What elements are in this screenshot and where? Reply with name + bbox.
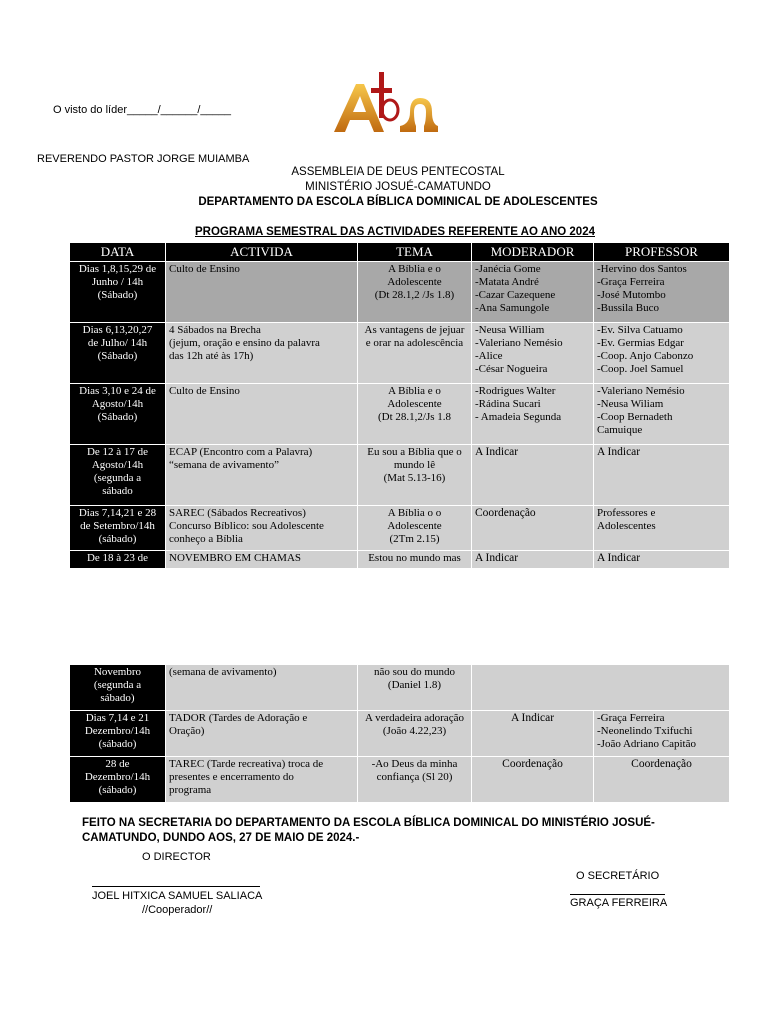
- theme-cell: A Bíblia e o Adolescente (Dt 28.1,2/Js 1.8: [358, 384, 472, 445]
- date-cell: De 18 à 23 de: [70, 551, 166, 569]
- moderator-cell: -Neusa William -Valeriano Nemésio -Alice -César Nogueira: [472, 323, 594, 384]
- pastor-name: REVERENDO PASTOR JORGE MUIAMBA: [37, 153, 250, 165]
- department-name: DEPARTAMENTO DA ESCOLA BÍBLICA DOMINICAL DE ADOLESCENTES: [198, 196, 598, 208]
- director-role: //Cooperador//: [142, 904, 213, 916]
- table-row: [70, 262, 730, 323]
- date-cell: Dias 7,14,21 e 28 de Setembro/14h (sábado): [70, 506, 166, 551]
- activity-cell: NOVEMBRO EM CHAMAS: [166, 551, 358, 569]
- director-signature-line: [92, 886, 260, 887]
- moderator-cell: Coordenação: [472, 506, 594, 551]
- activity-cell: Culto de Ensino: [166, 262, 358, 323]
- moderator-cell: A Indicar: [472, 711, 594, 757]
- table-row: [70, 323, 730, 384]
- table-row: [70, 551, 730, 569]
- activity-cell: TAREC (Tarde recreativa) troca de presentes e encerramento do programa: [166, 757, 358, 803]
- theme-cell: Estou no mundo mas: [358, 551, 472, 569]
- moderator-cell: Coordenação: [472, 757, 594, 803]
- issuance-statement: FEITO NA SECRETARIA DO DEPARTAMENTO DA ESCOLA BÍBLICA DOMINICAL DO MINISTÉRIO JOSUÉ-CAMATUNDO, DUNDO AOS, 27 DE MAIO DE 2024.-: [82, 817, 655, 844]
- program-title: PROGRAMA SEMESTRAL DAS ACTIVIDADES REFERENTE AO ANO 2024: [195, 226, 595, 238]
- alpha-omega-logo-icon: [328, 70, 440, 138]
- table-row: [70, 711, 730, 757]
- date-cell: Dias 3,10 e 24 de Agosto/14h (Sábado): [70, 384, 166, 445]
- table-header-row: [70, 243, 730, 262]
- secretary-name: GRAÇA FERREIRA: [570, 897, 668, 909]
- teacher-cell: A Indicar: [594, 445, 730, 506]
- secretary-label: O SECRETÁRIO: [576, 870, 660, 882]
- theme-cell: Eu sou a Bíblia que o mundo lê (Mat 5.13-16): [358, 445, 472, 506]
- teacher-cell: -Ev. Silva Catuamo -Ev. Germias Edgar -Coop. Anjo Cabonzo -Coop. Joel Samuel: [594, 323, 730, 384]
- theme-cell: A Bíblia e o Adolescente (Dt 28.1,2 /Js 1.8): [358, 262, 472, 323]
- theme-cell: As vantagens de jejuar e orar na adolescência: [358, 323, 472, 384]
- table-row: [70, 665, 730, 711]
- teacher-cell: Coordenação: [594, 757, 730, 803]
- date-cell: Novembro (segunda a sábado): [70, 665, 166, 711]
- activities-table-continued: [69, 664, 730, 803]
- secretary-signature-line: [570, 894, 665, 895]
- organization-name: ASSEMBLEIA DE DEUS PENTECOSTAL: [291, 166, 505, 178]
- date-cell: De 12 à 17 de Agosto/14h (segunda a sábado: [70, 445, 166, 506]
- church-logo: [328, 70, 440, 138]
- moderator-teacher-cell: [472, 665, 730, 711]
- table-row: [70, 384, 730, 445]
- column-header-actividade: ACTIVIDA: [166, 243, 358, 262]
- moderator-cell: A Indicar: [472, 445, 594, 506]
- column-header-data: DATA: [70, 243, 166, 262]
- ministry-name: MINISTÉRIO JOSUÉ-CAMATUNDO: [305, 181, 491, 193]
- teacher-cell: Professores e Adolescentes: [594, 506, 730, 551]
- moderator-cell: -Rodrigues Walter -Rádina Sucari - Amadeia Segunda: [472, 384, 594, 445]
- column-header-tema: TEMA: [358, 243, 472, 262]
- column-header-moderador: MODERADOR: [472, 243, 594, 262]
- table-row: [70, 445, 730, 506]
- teacher-cell: -Hervino dos Santos -Graça Ferreira -José Mutombo -Bussila Buco: [594, 262, 730, 323]
- table-row: [70, 506, 730, 551]
- theme-cell: A verdadeira adoração (João 4.22,23): [358, 711, 472, 757]
- date-cell: Dias 6,13,20,27 de Julho/ 14h (Sábado): [70, 323, 166, 384]
- date-cell: Dias 7,14 e 21 Dezembro/14h (sábado): [70, 711, 166, 757]
- activity-cell: ECAP (Encontro com a Palavra) “semana de avivamento”: [166, 445, 358, 506]
- table-row: [70, 757, 730, 803]
- activities-table: [69, 242, 730, 569]
- theme-cell: -Ao Deus da minha confiança (Sl 20): [358, 757, 472, 803]
- teacher-cell: A Indicar: [594, 551, 730, 569]
- column-header-professor: PROFESSOR: [594, 243, 730, 262]
- date-cell: 28 de Dezembro/14h (sábado): [70, 757, 166, 803]
- activity-cell: 4 Sábados na Brecha (jejum, oração e ensino da palavra das 12h até às 17h): [166, 323, 358, 384]
- director-name: JOEL HITXICA SAMUEL SALIACA: [92, 890, 263, 902]
- teacher-cell: -Graça Ferreira -Neonelindo Txifuchi -João Adriano Capitão: [594, 711, 730, 757]
- activity-cell: Culto de Ensino: [166, 384, 358, 445]
- director-label: O DIRECTOR: [142, 851, 211, 863]
- theme-cell: A Bíblia o o Adolescente (2Tm 2.15): [358, 506, 472, 551]
- activity-cell: TADOR (Tardes de Adoração e Oração): [166, 711, 358, 757]
- date-cell: Dias 1,8,15,29 de Junho / 14h (Sábado): [70, 262, 166, 323]
- theme-cell: não sou do mundo (Daniel 1.8): [358, 665, 472, 711]
- moderator-cell: A Indicar: [472, 551, 594, 569]
- teacher-cell: -Valeriano Nemésio -Neusa Wiliam -Coop Bernadeth Camuique: [594, 384, 730, 445]
- activity-cell: SAREC (Sábados Recreativos) Concurso Bíblico: sou Adolescente conheço a Bíblia: [166, 506, 358, 551]
- moderator-cell: -Janécia Gome -Matata André -Cazar Cazequene -Ana Samungole: [472, 262, 594, 323]
- activity-cell: (semana de avivamento): [166, 665, 358, 711]
- leader-visa-line: O visto do líder_____/______/_____: [53, 104, 231, 116]
